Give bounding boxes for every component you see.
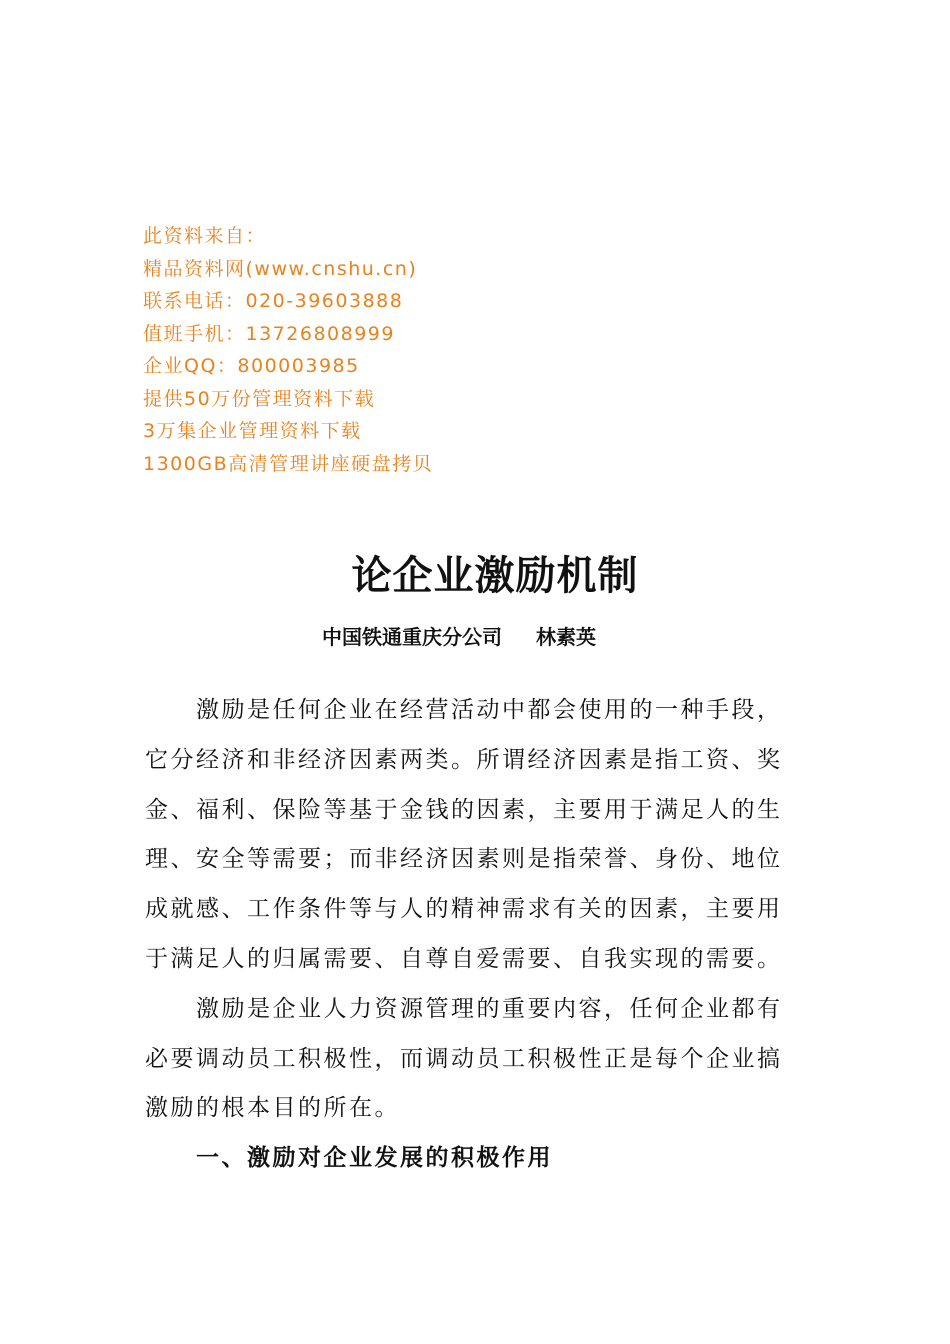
source-notice-line: 提供50万份管理资料下载 [143,387,376,410]
paragraph-line: 于满足人的归属需要、自尊自爱需要、自我实现的需要。 [145,945,783,972]
source-notice-phone: 联系电话：020-39603888 [143,290,404,312]
source-notice [143,220,433,480]
source-notice-mobile: 值班手机：13726808999 [143,322,395,345]
source-notice-line: 3万集企业管理资料下载 [143,420,362,442]
paragraph-line: 激励的根本目的所在。 [145,1095,400,1122]
paragraph-line: 成就感、工作条件等与人的精神需求有关的因素，主要用 [145,896,783,923]
source-notice-line: 1300GB高清管理讲座硬盘拷贝 [143,452,434,475]
author-name: 林素英 [536,625,596,649]
paragraph-line: 必要调动员工积极性，而调动员工积极性正是每个企业搞 [145,1045,783,1072]
paragraph-line: 激励是企业人力资源管理的重要内容，任何企业都有 [196,995,783,1022]
author-organization: 中国铁通重庆分公司 [322,625,502,649]
article-title: 论企业激励机制 [351,553,639,599]
paragraph-line: 它分经济和非经济因素两类。所谓经济因素是指工资、奖 [145,746,783,773]
paragraph [145,985,807,1134]
byline [322,622,596,652]
source-notice-qq: 企业QQ：800003985 [143,355,360,377]
paragraph [145,686,807,985]
paragraph-line: 金、福利、保险等基于金钱的因素，主要用于满足人的生 [145,796,783,823]
section-heading: 一、激励对企业发展的积极作用 [196,1145,553,1172]
source-notice-line: 此资料来自： [143,225,267,247]
paragraph-line: 理、安全等需要；而非经济因素则是指荣誉、身份、地位 [145,846,783,873]
source-notice-website: 精品资料网(www.cnshu.cn) [143,257,418,280]
paragraph-line: 激励是任何企业在经营活动中都会使用的一种手段， [196,697,783,723]
article-body [145,686,807,1184]
